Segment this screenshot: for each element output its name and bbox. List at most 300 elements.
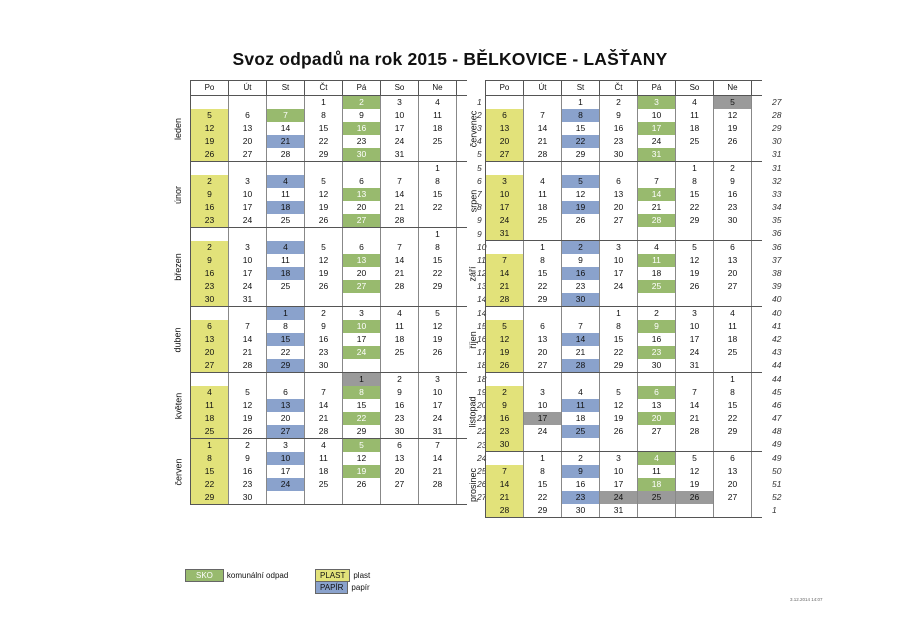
- day-cell: 5: [305, 175, 343, 188]
- day-cell: 1: [524, 241, 562, 254]
- calendar-second-half: [467, 80, 782, 518]
- day-cell: 9: [562, 254, 600, 267]
- day-cell: 28: [229, 359, 267, 372]
- day-cell: 18: [638, 267, 676, 280]
- day-cell: 17: [229, 267, 267, 280]
- day-cell: 18: [562, 412, 600, 425]
- day-cell: 2: [381, 373, 419, 386]
- day-cell: 22: [524, 280, 562, 293]
- day-cell: 2: [191, 241, 229, 254]
- day-cell: 3: [676, 307, 714, 320]
- day-cell: 26: [343, 478, 381, 491]
- day-cell: 3: [381, 96, 419, 109]
- day-cell: [562, 373, 600, 386]
- day-cell: 15: [562, 122, 600, 135]
- day-cell: 7: [486, 465, 524, 478]
- day-cell: 23: [305, 346, 343, 359]
- day-cell: 2: [638, 307, 676, 320]
- day-cell: 12: [343, 452, 381, 465]
- day-cell: 3: [600, 241, 638, 254]
- day-cell: 25: [638, 491, 676, 504]
- day-cell: 11: [676, 109, 714, 122]
- day-cell: [676, 148, 714, 161]
- day-cell: 6: [229, 109, 267, 122]
- day-cell: [305, 491, 343, 504]
- day-cell: 20: [638, 412, 676, 425]
- week-number: 31: [772, 163, 782, 173]
- day-cell: [638, 162, 676, 175]
- week-row: [191, 122, 482, 135]
- week-row: [191, 96, 482, 109]
- day-cell: 8: [524, 465, 562, 478]
- day-cell: 18: [267, 267, 305, 280]
- day-cell: 21: [381, 201, 419, 214]
- day-cell: 19: [714, 122, 752, 135]
- legend-plast-text: plast: [353, 571, 371, 580]
- day-cell: 18: [381, 333, 419, 346]
- day-cell: 27: [191, 359, 229, 372]
- week-number: 10: [477, 242, 487, 252]
- day-cell: [676, 504, 714, 517]
- week-row: [486, 254, 782, 267]
- day-cell: 28: [381, 214, 419, 227]
- day-cell: 31: [419, 425, 457, 438]
- week-number: 36: [772, 242, 782, 252]
- day-cell: 22: [600, 346, 638, 359]
- day-cell: 11: [305, 452, 343, 465]
- day-cell: [305, 373, 343, 386]
- day-cell: 29: [524, 504, 562, 517]
- day-cell: [486, 96, 524, 109]
- day-cell: 18: [676, 122, 714, 135]
- day-cell: 9: [600, 109, 638, 122]
- day-cell: [381, 491, 419, 504]
- day-cell: 5: [343, 439, 381, 452]
- day-cell: 12: [305, 188, 343, 201]
- day-cell: 17: [676, 333, 714, 346]
- day-cell: 10: [419, 386, 457, 399]
- day-cell: 8: [267, 320, 305, 333]
- day-cell: 29: [419, 280, 457, 293]
- day-cell: 3: [267, 439, 305, 452]
- day-cell: [267, 373, 305, 386]
- day-cell: 3: [524, 386, 562, 399]
- week-number: 39: [772, 281, 782, 291]
- weekday-label: Po: [191, 81, 229, 95]
- week-row: [191, 399, 487, 412]
- day-cell: [638, 293, 676, 306]
- week-row: [191, 478, 487, 491]
- week-number: 27: [772, 97, 782, 107]
- week-row: [486, 241, 782, 254]
- week-row: [486, 504, 777, 517]
- week-row: [486, 293, 782, 306]
- day-cell: 9: [381, 386, 419, 399]
- day-cell: 24: [229, 280, 267, 293]
- week-number: 13: [477, 281, 487, 291]
- day-cell: 29: [600, 359, 638, 372]
- week-number: 7: [477, 189, 482, 199]
- week-row: [191, 465, 487, 478]
- day-cell: 27: [267, 425, 305, 438]
- week-row: [191, 254, 486, 267]
- day-cell: [714, 148, 752, 161]
- month-label: srpen: [467, 189, 478, 213]
- day-cell: [600, 438, 638, 451]
- day-cell: 15: [600, 333, 638, 346]
- day-cell: 31: [381, 148, 419, 161]
- month-label: prosinec: [468, 467, 478, 502]
- week-number: 16: [477, 334, 487, 344]
- week-number: 36: [772, 228, 782, 238]
- week-number: 28: [772, 110, 782, 120]
- day-cell: 25: [638, 280, 676, 293]
- day-cell: 8: [343, 386, 381, 399]
- day-cell: 28: [524, 148, 562, 161]
- day-cell: 25: [714, 346, 752, 359]
- day-cell: 18: [267, 201, 305, 214]
- day-cell: 14: [305, 399, 343, 412]
- day-cell: [638, 227, 676, 240]
- day-cell: 26: [191, 148, 229, 161]
- week-row: [486, 96, 782, 109]
- day-cell: 21: [486, 491, 524, 504]
- week-row: [191, 373, 487, 386]
- day-cell: 20: [191, 346, 229, 359]
- day-cell: 21: [486, 280, 524, 293]
- day-cell: 23: [229, 478, 267, 491]
- week-row: [191, 162, 482, 175]
- day-cell: [267, 293, 305, 306]
- day-cell: 14: [486, 267, 524, 280]
- day-cell: 12: [676, 465, 714, 478]
- day-cell: 9: [714, 175, 752, 188]
- day-cell: [191, 228, 229, 241]
- week-number: 21: [477, 413, 487, 423]
- day-cell: [714, 359, 752, 372]
- day-cell: 23: [191, 214, 229, 227]
- day-cell: 14: [486, 478, 524, 491]
- week-number: 20: [477, 400, 487, 410]
- week-number: 32: [772, 176, 782, 186]
- month-block: [468, 373, 782, 452]
- day-cell: 22: [562, 135, 600, 148]
- day-cell: 9: [343, 109, 381, 122]
- day-cell: 11: [714, 320, 752, 333]
- day-cell: 30: [638, 359, 676, 372]
- day-cell: 25: [305, 478, 343, 491]
- week-number: 8: [477, 202, 482, 212]
- day-cell: 30: [305, 359, 343, 372]
- day-cell: 20: [229, 135, 267, 148]
- day-cell: 26: [229, 425, 267, 438]
- day-cell: 29: [676, 214, 714, 227]
- day-cell: [381, 359, 419, 372]
- day-cell: 27: [524, 359, 562, 372]
- week-row: [486, 307, 782, 320]
- day-cell: 19: [343, 465, 381, 478]
- print-timestamp: 3.12.2014 14:07: [790, 597, 823, 602]
- day-cell: 31: [600, 504, 638, 517]
- month-block: [467, 307, 782, 373]
- day-cell: 4: [524, 175, 562, 188]
- day-cell: 13: [267, 399, 305, 412]
- day-cell: 19: [305, 201, 343, 214]
- day-cell: 1: [191, 439, 229, 452]
- week-row: [486, 359, 782, 372]
- week-row: [486, 320, 782, 333]
- day-cell: 10: [638, 109, 676, 122]
- week-number: 44: [772, 374, 782, 384]
- day-cell: 20: [714, 478, 752, 491]
- day-cell: [229, 373, 267, 386]
- week-number: 2: [477, 110, 482, 120]
- day-cell: 30: [714, 214, 752, 227]
- day-cell: 26: [419, 346, 457, 359]
- day-cell: [486, 373, 524, 386]
- day-cell: [714, 293, 752, 306]
- day-cell: 18: [191, 412, 229, 425]
- day-cell: [524, 438, 562, 451]
- week-number: 52: [772, 492, 782, 502]
- day-cell: 22: [524, 491, 562, 504]
- day-cell: 9: [486, 399, 524, 412]
- day-cell: 23: [714, 201, 752, 214]
- day-cell: [714, 227, 752, 240]
- day-cell: 14: [267, 122, 305, 135]
- day-cell: [267, 162, 305, 175]
- day-cell: 17: [638, 122, 676, 135]
- day-cell: 4: [267, 175, 305, 188]
- day-cell: 8: [562, 109, 600, 122]
- day-cell: 30: [562, 293, 600, 306]
- day-cell: [191, 96, 229, 109]
- day-cell: 16: [343, 122, 381, 135]
- day-cell: 22: [419, 267, 457, 280]
- day-cell: 8: [524, 254, 562, 267]
- day-cell: [191, 373, 229, 386]
- week-number: 9: [477, 229, 482, 239]
- day-cell: 1: [267, 307, 305, 320]
- day-cell: 27: [638, 425, 676, 438]
- day-cell: 22: [191, 478, 229, 491]
- week-row: [486, 399, 782, 412]
- day-cell: 1: [419, 162, 457, 175]
- day-cell: 13: [524, 333, 562, 346]
- day-cell: [600, 162, 638, 175]
- day-cell: 21: [419, 465, 457, 478]
- month-label: leden: [173, 117, 183, 140]
- day-cell: 6: [714, 241, 752, 254]
- week-number: 47: [772, 413, 782, 423]
- day-cell: 4: [562, 386, 600, 399]
- day-cell: 5: [486, 320, 524, 333]
- day-cell: 12: [229, 399, 267, 412]
- month-label: únor: [172, 185, 183, 204]
- day-cell: 14: [381, 254, 419, 267]
- day-cell: 29: [524, 293, 562, 306]
- day-cell: 6: [486, 109, 524, 122]
- week-row: [486, 214, 782, 227]
- week-row: [486, 438, 782, 451]
- day-cell: 21: [305, 412, 343, 425]
- day-cell: 30: [381, 425, 419, 438]
- week-number: 31: [772, 149, 782, 159]
- day-cell: 15: [305, 122, 343, 135]
- week-row: [486, 491, 782, 504]
- day-cell: [562, 162, 600, 175]
- day-cell: 14: [638, 188, 676, 201]
- day-cell: 19: [486, 346, 524, 359]
- day-cell: 17: [524, 412, 562, 425]
- day-cell: 10: [267, 452, 305, 465]
- day-cell: [381, 293, 419, 306]
- day-cell: [343, 293, 381, 306]
- day-cell: 7: [229, 320, 267, 333]
- day-cell: 12: [305, 254, 343, 267]
- day-cell: 5: [229, 386, 267, 399]
- day-cell: 25: [381, 346, 419, 359]
- day-cell: 25: [267, 214, 305, 227]
- day-cell: [381, 162, 419, 175]
- week-number: 30: [772, 136, 782, 146]
- week-number: 42: [772, 334, 782, 344]
- day-cell: [305, 293, 343, 306]
- day-cell: 22: [676, 201, 714, 214]
- week-number: 6: [477, 176, 482, 186]
- day-cell: 19: [562, 201, 600, 214]
- day-cell: 19: [419, 333, 457, 346]
- day-cell: 20: [267, 412, 305, 425]
- day-cell: 7: [267, 109, 305, 122]
- day-cell: 25: [191, 425, 229, 438]
- day-cell: 17: [381, 122, 419, 135]
- week-number: 37: [772, 255, 782, 265]
- day-cell: 23: [562, 280, 600, 293]
- day-cell: [419, 214, 457, 227]
- month-block: [467, 241, 782, 307]
- week-row: [486, 122, 782, 135]
- day-cell: [267, 228, 305, 241]
- weekday-label: Čt: [305, 81, 343, 95]
- day-cell: [229, 307, 267, 320]
- day-cell: 24: [600, 280, 638, 293]
- day-cell: 5: [305, 241, 343, 254]
- day-cell: 8: [191, 452, 229, 465]
- day-cell: 4: [638, 241, 676, 254]
- day-cell: 9: [305, 320, 343, 333]
- day-cell: 4: [305, 439, 343, 452]
- week-number: 22: [477, 426, 487, 436]
- day-cell: 29: [714, 425, 752, 438]
- day-cell: 25: [524, 214, 562, 227]
- day-cell: 30: [343, 148, 381, 161]
- week-number: 45: [772, 387, 782, 397]
- day-cell: 10: [229, 188, 267, 201]
- weekday-label: Pá: [638, 81, 676, 95]
- day-cell: 7: [524, 109, 562, 122]
- day-cell: 1: [419, 228, 457, 241]
- week-number: 46: [772, 400, 782, 410]
- day-cell: 4: [191, 386, 229, 399]
- week-number: 15: [477, 321, 487, 331]
- weekday-label: Čt: [600, 81, 638, 95]
- week-number: 3: [477, 123, 482, 133]
- day-cell: 10: [524, 399, 562, 412]
- day-cell: 13: [191, 333, 229, 346]
- weekday-label: Ne: [419, 81, 457, 95]
- day-cell: 24: [600, 491, 638, 504]
- day-cell: 6: [343, 241, 381, 254]
- week-number: 35: [772, 215, 782, 225]
- week-number: 38: [772, 268, 782, 278]
- week-number: 9: [477, 215, 482, 225]
- day-cell: 30: [562, 504, 600, 517]
- week-row: [486, 412, 782, 425]
- day-cell: 16: [229, 465, 267, 478]
- week-number: 1: [477, 97, 482, 107]
- day-cell: [267, 96, 305, 109]
- weekday-label: Pá: [343, 81, 381, 95]
- day-cell: 13: [638, 399, 676, 412]
- week-number: 19: [477, 387, 487, 397]
- day-cell: 12: [191, 122, 229, 135]
- day-cell: 27: [229, 148, 267, 161]
- day-cell: [676, 438, 714, 451]
- day-cell: 22: [419, 201, 457, 214]
- day-cell: 20: [714, 267, 752, 280]
- week-row: [191, 425, 487, 438]
- week-number: 25: [477, 466, 487, 476]
- day-cell: 18: [305, 465, 343, 478]
- day-cell: [229, 162, 267, 175]
- day-cell: 30: [486, 438, 524, 451]
- day-cell: 24: [638, 135, 676, 148]
- day-cell: 5: [714, 96, 752, 109]
- day-cell: 10: [229, 254, 267, 267]
- day-cell: 1: [524, 452, 562, 465]
- day-cell: 1: [676, 162, 714, 175]
- day-cell: 24: [419, 412, 457, 425]
- day-cell: 17: [229, 201, 267, 214]
- day-cell: 15: [343, 399, 381, 412]
- day-cell: 21: [229, 346, 267, 359]
- week-number: 51: [772, 479, 782, 489]
- day-cell: 23: [486, 425, 524, 438]
- day-cell: 18: [714, 333, 752, 346]
- day-cell: 13: [600, 188, 638, 201]
- day-cell: 11: [191, 399, 229, 412]
- day-cell: [343, 162, 381, 175]
- week-number: 23: [477, 440, 487, 450]
- day-cell: 16: [191, 201, 229, 214]
- page-title: Svoz odpadů na rok 2015 - BĚLKOVICE - LAŠŤANY: [232, 49, 668, 69]
- day-cell: 28: [676, 425, 714, 438]
- day-cell: [638, 438, 676, 451]
- month-block: [467, 162, 782, 241]
- day-cell: [267, 491, 305, 504]
- week-row: [191, 412, 487, 425]
- day-cell: 15: [191, 465, 229, 478]
- day-cell: 11: [524, 188, 562, 201]
- weekday-label: So: [381, 81, 419, 95]
- day-cell: 15: [676, 188, 714, 201]
- day-cell: 29: [343, 425, 381, 438]
- day-cell: [676, 373, 714, 386]
- week-row: [486, 135, 782, 148]
- day-cell: 22: [267, 346, 305, 359]
- day-cell: 31: [676, 359, 714, 372]
